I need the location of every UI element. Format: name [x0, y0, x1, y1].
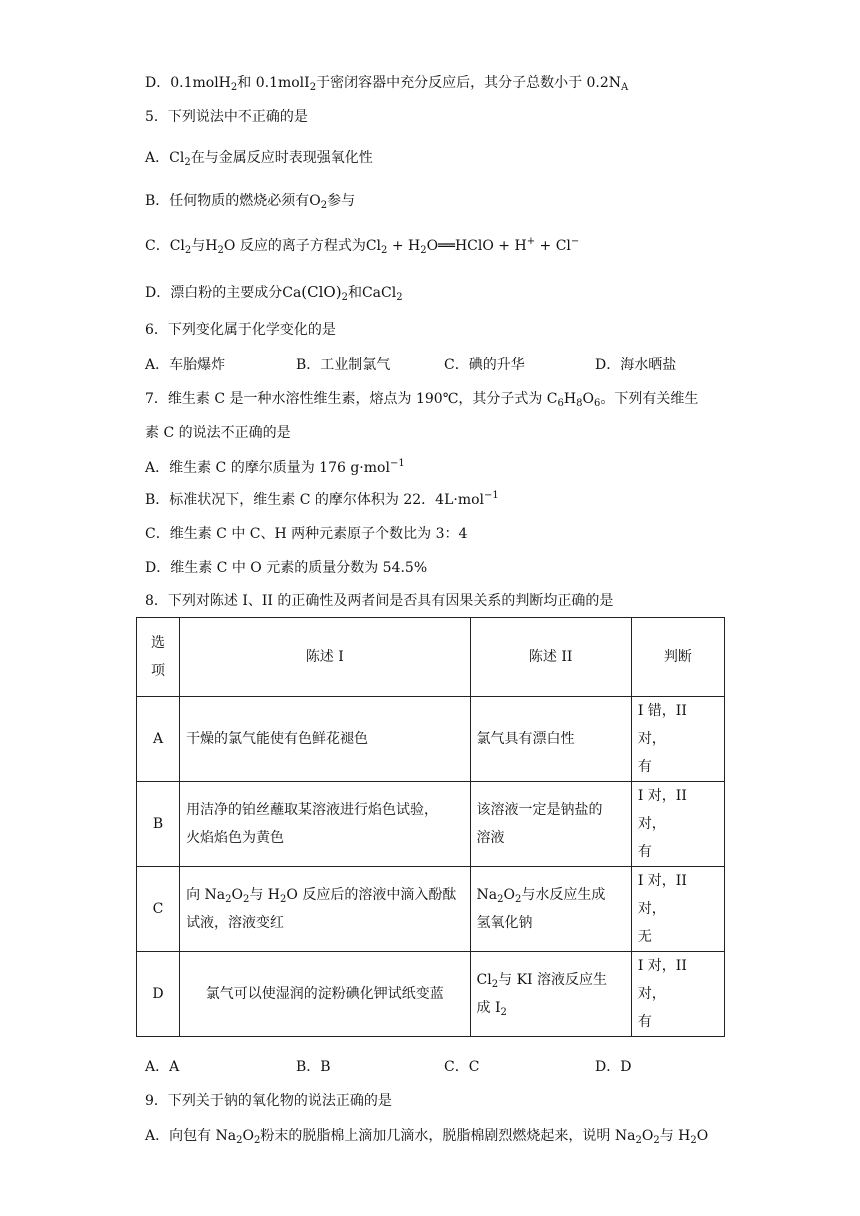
row-option: C — [137, 867, 180, 952]
judgement-line: I 对，II 对， — [637, 958, 687, 1002]
q9-a-text: O — [696, 1128, 709, 1144]
statement-sub: 2 — [515, 894, 522, 905]
header-judgement: 判断 — [631, 618, 724, 697]
q5-c-formula: H — [205, 238, 218, 254]
header-option-line: 项 — [151, 663, 166, 679]
row-statement-2 — [470, 867, 631, 952]
header-statement-1: 陈述 I — [180, 618, 470, 697]
q7-stem-text: 。下列有关维生 — [600, 391, 699, 407]
header-option — [137, 618, 180, 697]
q6-option-a: A．车胎爆炸 — [145, 357, 226, 373]
judgement-line: 无 — [637, 929, 652, 945]
q5-d-formula: Ca — [282, 285, 302, 301]
q9-a-sub: 2 — [635, 1135, 642, 1146]
q9-option-a — [145, 1126, 708, 1146]
statement-line — [477, 881, 625, 909]
q8-table — [136, 617, 725, 1037]
statement-line: 该溶液一定是钠盐的 — [476, 802, 603, 818]
q8-option-b: B．B — [296, 1059, 331, 1075]
q8-option-a: A．A — [145, 1059, 180, 1075]
q7-stem-text: 7．维生素 C 是一种水溶性维生素，熔点为 190℃，其分子式为 C — [145, 391, 558, 407]
q4-d-sub: A — [621, 82, 629, 93]
row-statement-2: 氯气具有漂白性 — [470, 697, 631, 782]
statement-text: 与 KI 溶液反应生 — [498, 972, 608, 988]
q8-option-d: D．D — [595, 1059, 632, 1075]
judgement-line: 有 — [637, 759, 652, 775]
statement-sub: 2 — [280, 894, 287, 905]
statement-line: 试液，溶液变红 — [186, 915, 285, 931]
q5-b-sub: 2 — [320, 200, 328, 211]
statement-sub: 2 — [242, 894, 250, 905]
statement-line: 溶液 — [476, 830, 505, 846]
statement-text: Na — [476, 887, 498, 903]
statement-text: 与 H — [249, 887, 281, 903]
q5-stem: 5．下列说法中不正确的是 — [145, 109, 308, 125]
statement-text: O 反应后的溶液中滴入酚酞 — [286, 887, 457, 903]
q7-a-sup: −1 — [389, 458, 405, 469]
q5-d-formula: (ClO) — [301, 283, 342, 301]
q4-d-text: D．0.1molH — [145, 75, 231, 91]
q7-sub: 8 — [576, 398, 583, 409]
q5-c-label: C． — [145, 238, 170, 254]
q5-d-formula: CaCl — [361, 285, 397, 301]
table-header-row — [137, 618, 725, 697]
row-statement-2 — [470, 952, 631, 1037]
row-judgement — [631, 697, 724, 782]
q6-option-c: C．碘的升华 — [444, 357, 525, 373]
statement-text: 成 I — [476, 1000, 501, 1016]
table-row — [137, 697, 725, 782]
q8-stem: 8．下列对陈述 I、II 的正确性及两者间是否具有因果关系的判断均正确的是 — [145, 593, 614, 609]
q5-b-text: 参与 — [327, 193, 356, 209]
q5-c-text: O 反应的离子方程式为 — [223, 238, 366, 254]
q7-b-sup: −1 — [484, 490, 499, 501]
q9-a-sub: 2 — [690, 1135, 697, 1146]
q7-sub: 6 — [593, 398, 601, 409]
q5-d-text: D．漂白粉的主要成分 — [145, 285, 283, 301]
row-statement-1: 氯气可以使湿润的淀粉碘化钾试纸变蓝 — [180, 952, 470, 1037]
q9-a-text: O — [641, 1128, 654, 1144]
q5-b-formula: O — [309, 193, 321, 209]
q7-stem-text: O — [582, 391, 594, 407]
q5-c-text: 与 — [191, 238, 206, 254]
statement-text: O — [231, 887, 243, 903]
q9-a-sub: 2 — [254, 1135, 261, 1146]
q4-d-sub: 2 — [309, 82, 317, 93]
statement-line — [186, 881, 463, 909]
row-option: A — [137, 697, 180, 782]
q9-a-text: A．向包有 Na — [145, 1128, 237, 1144]
table-row — [137, 867, 725, 952]
q9-a-sub: 2 — [236, 1135, 243, 1146]
q5-c-sup: + — [526, 236, 536, 247]
q5-c-formula: Cl — [365, 238, 382, 254]
judgement-line: I 对，II 对， — [637, 873, 687, 917]
q5-d-sub: 2 — [341, 292, 348, 303]
q5-option-c — [145, 236, 579, 256]
q5-d-text: 和 — [347, 285, 362, 301]
q4-d-text: 和 0.1molI — [237, 75, 310, 91]
q5-d-sub: 2 — [396, 292, 403, 303]
q7-option-a — [145, 458, 405, 478]
row-option: D — [137, 952, 180, 1037]
q4-d-sub: 2 — [230, 82, 238, 93]
q5-a-text: 在与金属反应时表现强氧化性 — [190, 150, 373, 166]
row-judgement — [631, 782, 724, 867]
q4-d-text: 于密闭容器中充分反应后，其分子总数小于 0.2N — [316, 75, 622, 91]
q5-c-sub: 2 — [184, 245, 192, 256]
statement-text: 与水反应生成 — [521, 887, 606, 903]
statement-sub: 2 — [500, 1007, 507, 1018]
q6-stem: 6．下列变化属于化学变化的是 — [145, 322, 336, 338]
statement-line — [477, 966, 625, 994]
q6-option-b: B．工业制氯气 — [296, 357, 391, 373]
statement-text: O — [503, 887, 516, 903]
q7-a-text: A．维生素 C 的摩尔质量为 176 g·mol — [145, 460, 390, 476]
table-row — [137, 952, 725, 1037]
q7-option-c: C．维生素 C 中 C、H 两种元素原子个数比为 3：4 — [145, 526, 468, 542]
judgement-line: I 错，II 对， — [637, 703, 687, 747]
statement-sub: 2 — [225, 894, 232, 905]
q5-c-text: + Cl — [535, 238, 571, 254]
q7-option-b — [145, 490, 499, 510]
q5-c-sub: 2 — [381, 245, 388, 256]
statement-text: Cl — [476, 972, 492, 988]
q9-a-sub: 2 — [653, 1135, 660, 1146]
q5-c-text: + H — [387, 238, 421, 254]
statement-sub: 2 — [491, 979, 499, 990]
q8-option-c: C．C — [444, 1059, 480, 1075]
q5-a-sub: 2 — [184, 157, 191, 168]
q4-option-d — [145, 73, 628, 93]
q7-stem-line2: 素 C 的说法不正确的是 — [145, 425, 291, 441]
statement-line: 氢氧化钠 — [476, 915, 533, 931]
row-judgement — [631, 867, 724, 952]
q9-a-text: 与 H — [659, 1128, 691, 1144]
row-statement-1: 干燥的氯气能使有色鲜花褪色 — [180, 697, 470, 782]
row-judgement — [631, 952, 724, 1037]
statement-line — [477, 994, 625, 1022]
q5-c-formula: Cl — [169, 238, 185, 254]
q9-a-text: O — [242, 1128, 255, 1144]
statement-text: 向 Na — [186, 887, 226, 903]
judgement-line: 有 — [637, 1014, 652, 1030]
row-statement-2 — [470, 782, 631, 867]
row-statement-1 — [180, 867, 470, 952]
statement-line: 火焰焰色为黄色 — [186, 830, 285, 846]
q7-b-text: B．标准状况下，维生素 C 的摩尔体积为 22．4L·mol — [145, 492, 484, 508]
header-option-line: 选 — [151, 635, 166, 651]
header-statement-2: 陈述 II — [470, 618, 631, 697]
judgement-line: 有 — [637, 844, 652, 860]
q5-option-b — [145, 191, 355, 211]
statement-sub: 2 — [497, 894, 504, 905]
q7-sub: 6 — [557, 398, 564, 409]
q7-stem-text: H — [563, 391, 577, 407]
q9-stem: 9．下列关于钠的氧化物的说法正确的是 — [145, 1093, 392, 1109]
statement-line: 用洁净的铂丝蘸取某溶液进行焰色试验， — [186, 802, 439, 818]
q7-stem-line1 — [145, 389, 698, 409]
q5-option-d — [145, 282, 403, 303]
q5-option-a — [145, 148, 373, 168]
q5-b-text: B．任何物质的燃烧必须有 — [145, 193, 310, 209]
q5-c-sup: − — [570, 236, 580, 247]
q5-a-formula: Cl — [169, 150, 185, 166]
q6-option-d: D．海水晒盐 — [595, 357, 677, 373]
row-option: B — [137, 782, 180, 867]
q5-c-text: O══HClO + H — [426, 238, 527, 254]
q5-c-sub: 2 — [217, 245, 224, 256]
q5-a-label: A． — [145, 150, 170, 166]
judgement-line: I 对，II 对， — [637, 788, 687, 832]
row-statement-1 — [180, 782, 470, 867]
q9-a-text: 粉末的脱脂棉上滴加几滴水，脱脂棉剧烈燃烧起来，说明 Na — [260, 1128, 636, 1144]
table-row — [137, 782, 725, 867]
q5-c-sub: 2 — [420, 245, 427, 256]
q7-option-d: D．维生素 C 中 O 元素的质量分数为 54.5% — [145, 560, 428, 576]
